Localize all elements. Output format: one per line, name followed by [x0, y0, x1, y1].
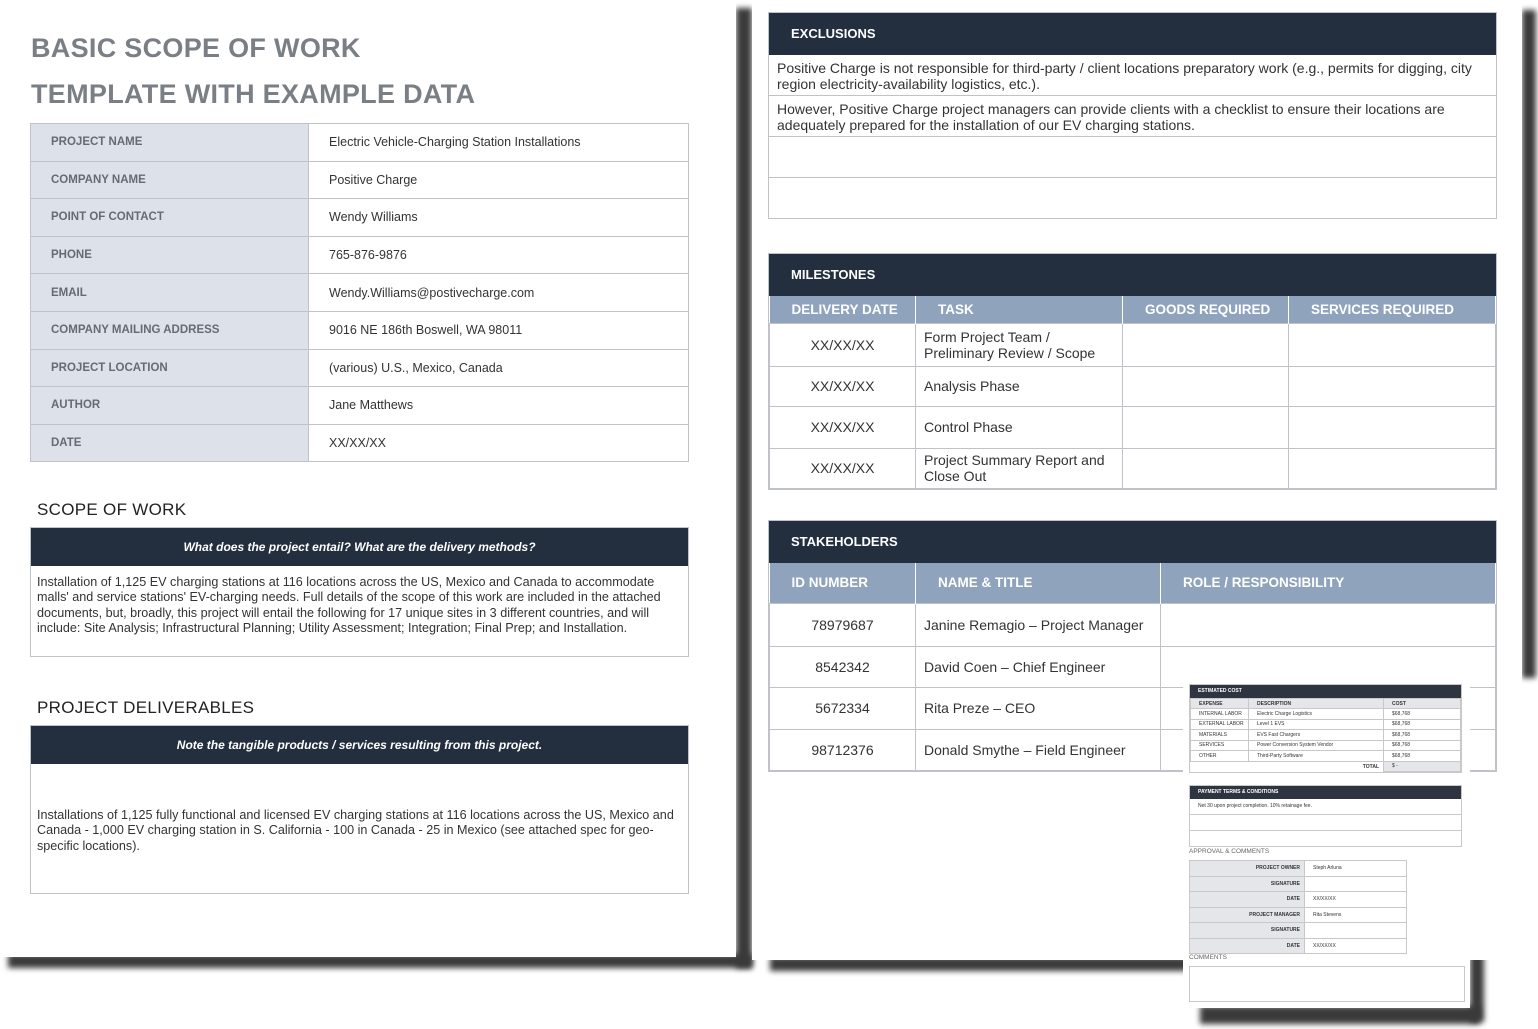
exclusion-row: However, Positive Charge project managers can provide clients with a checklist to ensure their locations are adequately prepared for the installation of our EV charging stations. [769, 96, 1496, 137]
milestone-goods [1123, 366, 1289, 406]
cost-expense: OTHER [1191, 751, 1249, 762]
milestone-date: XX/XX/XX [770, 406, 916, 448]
comments-box [1189, 966, 1465, 1002]
project-deliverables-box [30, 725, 689, 894]
milestone-goods [1123, 323, 1289, 366]
approval-label: SIGNATURE [1190, 876, 1305, 892]
stakeholder-name: David Coen – Chief Engineer [916, 646, 1161, 687]
col-cost: COST [1384, 699, 1461, 709]
stakeholder-name: Donald Smythe – Field Engineer [916, 729, 1161, 770]
document-title-line-2: TEMPLATE WITH EXAMPLE DATA [31, 79, 476, 109]
approval-label: PROJECT OWNER [1190, 861, 1305, 877]
milestone-date: XX/XX/XX [770, 366, 916, 406]
exclusion-row: Positive Charge is not responsible for third-party / client locations preparatory work (e.g., permits for digging, city region electricity-availability logistics, etc.). [769, 55, 1496, 96]
project-deliverables-heading: PROJECT DELIVERABLES [37, 698, 255, 717]
approval-row [1190, 876, 1407, 892]
col-id-number: ID NUMBER [770, 563, 916, 603]
col-services-required: SERVICES REQUIRED [1289, 296, 1496, 323]
stakeholder-role [1161, 603, 1496, 646]
approval-heading: APPROVAL & COMMENTS [1189, 848, 1270, 855]
info-value: 765-876-9876 [309, 236, 689, 274]
info-label: COMPANY NAME [31, 161, 309, 199]
cost-row [1191, 730, 1461, 741]
approval-value [1305, 876, 1407, 892]
exclusion-row [769, 137, 1496, 178]
stakeholder-name: Janine Remagio – Project Manager [916, 603, 1161, 646]
col-expense: EXPENSE [1191, 699, 1249, 709]
info-value: XX/XX/XX [309, 424, 689, 462]
info-value: Wendy.Williams@postivecharge.com [309, 274, 689, 312]
info-row [31, 199, 689, 237]
payment-terms-box [1189, 785, 1462, 847]
document-page-1 [0, 0, 736, 957]
milestones-table [768, 253, 1497, 490]
milestone-task: Project Summary Report and Close Out [916, 448, 1123, 488]
col-delivery-date: DELIVERY DATE [770, 296, 916, 323]
milestone-services [1289, 448, 1496, 488]
cost-expense: EXTERNAL LABOR [1191, 719, 1249, 730]
payment-terms-title: PAYMENT TERMS & CONDITIONS [1190, 786, 1461, 799]
stakeholder-id: 78979687 [770, 603, 916, 646]
milestone-services [1289, 323, 1496, 366]
deliverables-text: Installations of 1,125 fully functional and licensed EV charging stations at 116 locations across the US, Mexico and Canada - 1,000 EV charging station in S. California - 100 in Canada - 25 in Mexico (see attached spec for geo-specific locations). [37, 808, 674, 853]
approval-row [1190, 861, 1407, 877]
milestone-goods [1123, 448, 1289, 488]
cost-row [1191, 751, 1461, 762]
info-label: PHONE [31, 236, 309, 274]
stakeholder-id: 8542342 [770, 646, 916, 687]
cost-amount: $68,768 [1384, 719, 1461, 730]
milestone-date: XX/XX/XX [770, 323, 916, 366]
info-row [31, 424, 689, 462]
cost-description: EVS Fast Chargers [1249, 730, 1384, 741]
stakeholder-row [770, 603, 1496, 646]
stakeholders-title: STAKEHOLDERS [769, 521, 1496, 563]
comments-heading: COMMENTS [1189, 954, 1227, 961]
page3-shadow [1200, 1006, 1480, 1024]
approval-value: Rita Stevens [1305, 907, 1407, 923]
info-label: DATE [31, 424, 309, 462]
milestone-row [770, 448, 1496, 488]
page1-shadow-side [736, 8, 752, 968]
exclusions-table [768, 12, 1497, 219]
info-value: Positive Charge [309, 161, 689, 199]
cost-expense: SERVICES [1191, 740, 1249, 751]
exclusions-title: EXCLUSIONS [769, 13, 1496, 55]
col-task: TASK [916, 296, 1123, 323]
approval-label: PROJECT MANAGER [1190, 907, 1305, 923]
milestone-services [1289, 406, 1496, 448]
info-row [31, 161, 689, 199]
info-value: Wendy Williams [309, 199, 689, 237]
project-info-table [30, 123, 689, 462]
cost-row [1191, 740, 1461, 751]
estimated-cost-table [1189, 684, 1462, 773]
info-value: (various) U.S., Mexico, Canada [309, 349, 689, 387]
approval-label: DATE [1190, 892, 1305, 908]
scope-prompt: What does the project entail? What are the delivery methods? [31, 528, 688, 566]
info-row [31, 311, 689, 349]
milestone-task: Control Phase [916, 406, 1123, 448]
approval-value: Steph Arluna [1305, 861, 1407, 877]
info-row [31, 274, 689, 312]
cost-row [1191, 709, 1461, 720]
info-row [31, 124, 689, 162]
approval-value [1305, 923, 1407, 939]
deliverables-prompt: Note the tangible products / services resulting from this project. [31, 726, 688, 764]
milestone-goods [1123, 406, 1289, 448]
milestone-task: Analysis Phase [916, 366, 1123, 406]
info-value: 9016 NE 186th Boswell, WA 98011 [309, 311, 689, 349]
col-name-title: NAME & TITLE [916, 563, 1161, 603]
info-label: EMAIL [31, 274, 309, 312]
col-goods-required: GOODS REQUIRED [1123, 296, 1289, 323]
cost-description: Third-Party Software [1249, 751, 1384, 762]
approval-row [1190, 923, 1407, 939]
cost-description: Power Conversion System Vendor [1249, 740, 1384, 751]
cost-amount: $68,768 [1384, 730, 1461, 741]
exclusion-row [769, 178, 1496, 218]
scope-of-work-heading: SCOPE OF WORK [37, 500, 187, 519]
payment-terms-text: Net 30 upon project completion. 10% retainage fee. [1190, 799, 1461, 815]
total-label: TOTAL [1362, 763, 1379, 770]
total-value: $ - [1384, 761, 1461, 772]
milestone-row [770, 406, 1496, 448]
milestone-task: Form Project Team / Preliminary Review / Scope [916, 323, 1123, 366]
approval-row [1190, 938, 1407, 954]
approval-label: DATE [1190, 938, 1305, 954]
estimated-cost-title: ESTIMATED COST [1190, 685, 1461, 698]
cost-amount: $68,768 [1384, 709, 1461, 720]
info-row [31, 387, 689, 425]
milestone-services [1289, 366, 1496, 406]
scope-text: Installation of 1,125 EV charging stations at 116 locations across the US, Mexico and Canada to accommodate malls' and service stations' EV-charging needs. Full details of the scope of this work are included in the attached documents, but, broadly, this project will entail the following for 17 unique sites in 3 different countries, and will include: Site Analysis; Infrastructural Planning; Utility Assessment; Integration; Final Prep; and Installation. [37, 575, 661, 635]
milestone-row [770, 323, 1496, 366]
col-role-responsibility: ROLE / RESPONSIBILITY [1161, 563, 1496, 603]
approval-value: XX/XX/XX [1305, 892, 1407, 908]
col-description: DESCRIPTION [1249, 699, 1384, 709]
stakeholder-id: 5672334 [770, 687, 916, 729]
approval-row [1190, 892, 1407, 908]
info-row [31, 236, 689, 274]
milestone-row [770, 366, 1496, 406]
cost-expense: MATERIALS [1191, 730, 1249, 741]
cost-amount: $68,768 [1384, 740, 1461, 751]
info-label: COMPANY MAILING ADDRESS [31, 311, 309, 349]
stakeholder-name: Rita Preze – CEO [916, 687, 1161, 729]
stakeholder-id: 98712376 [770, 729, 916, 770]
info-label: PROJECT LOCATION [31, 349, 309, 387]
info-value: Electric Vehicle-Charging Station Installations [309, 124, 689, 162]
cost-description: Electric Charge Logistics [1249, 709, 1384, 720]
payment-terms-blank-row [1190, 815, 1461, 831]
scope-of-work-box [30, 527, 689, 657]
info-label: AUTHOR [31, 387, 309, 425]
approval-value: XX/XX/XX [1305, 938, 1407, 954]
approval-table [1189, 860, 1407, 954]
info-label: POINT OF CONTACT [31, 199, 309, 237]
cost-expense: INTERNAL LABOR [1191, 709, 1249, 720]
page2-shadow-side [1522, 10, 1536, 678]
cost-row [1191, 719, 1461, 730]
milestone-date: XX/XX/XX [770, 448, 916, 488]
approval-row [1190, 907, 1407, 923]
milestones-title: MILESTONES [769, 254, 1496, 296]
cost-amount: $68,768 [1384, 751, 1461, 762]
info-row [31, 349, 689, 387]
document-title-line-1: BASIC SCOPE OF WORK [31, 33, 361, 63]
approval-label: SIGNATURE [1190, 923, 1305, 939]
cost-description: Level 1 EVS [1249, 719, 1384, 730]
document-page-3-thumbnail [1183, 677, 1470, 1008]
info-value: Jane Matthews [309, 387, 689, 425]
info-label: PROJECT NAME [31, 124, 309, 162]
